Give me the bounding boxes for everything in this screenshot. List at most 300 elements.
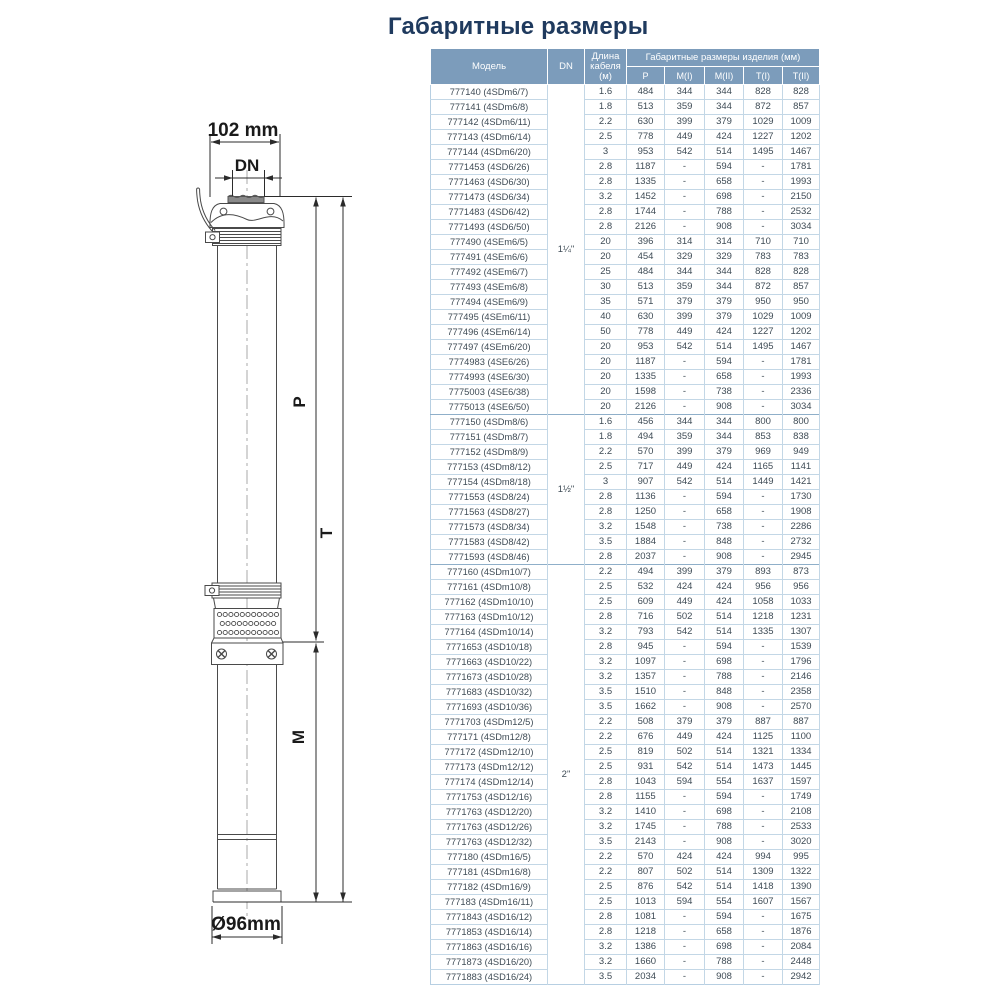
col-header-dimensions-group: Габаритные размеры изделия (мм) <box>627 49 820 67</box>
value-cell: - <box>665 805 705 820</box>
value-cell: 514 <box>705 145 744 160</box>
table-row <box>431 730 820 745</box>
value-cell: 542 <box>665 880 705 895</box>
value-cell: 3.5 <box>585 700 627 715</box>
model-cell: 7771863 (4SD16/16) <box>431 940 548 955</box>
model-cell: 7771763 (4SD12/20) <box>431 805 548 820</box>
value-cell: 344 <box>705 430 744 445</box>
value-cell: 1607 <box>744 895 783 910</box>
value-cell: - <box>744 820 783 835</box>
table-row <box>431 490 820 505</box>
table-row <box>431 880 820 895</box>
value-cell: - <box>665 520 705 535</box>
value-cell: 1421 <box>783 475 820 490</box>
model-cell: 7771763 (4SD12/26) <box>431 820 548 835</box>
table-row <box>431 850 820 865</box>
value-cell: 399 <box>665 565 705 580</box>
value-cell: 1029 <box>744 310 783 325</box>
value-cell: 1029 <box>744 115 783 130</box>
value-cell: 2.8 <box>585 790 627 805</box>
value-cell: 424 <box>705 580 744 595</box>
value-cell: 399 <box>665 310 705 325</box>
value-cell: 379 <box>665 295 705 310</box>
value-cell: 514 <box>705 745 744 760</box>
value-cell: - <box>744 355 783 370</box>
value-cell: 379 <box>705 295 744 310</box>
value-cell: 2.8 <box>585 205 627 220</box>
value-cell: 20 <box>585 355 627 370</box>
value-cell: - <box>665 685 705 700</box>
model-cell: 777150 (4SDm8/6) <box>431 415 548 430</box>
col-header-m2: M(II) <box>705 67 744 85</box>
value-cell: 1218 <box>627 925 665 940</box>
value-cell: 514 <box>705 475 744 490</box>
table-row <box>431 160 820 175</box>
value-cell: 1467 <box>783 340 820 355</box>
table-row <box>431 325 820 340</box>
value-cell: 950 <box>744 295 783 310</box>
table-row <box>431 145 820 160</box>
value-cell: - <box>665 835 705 850</box>
value-cell: - <box>665 970 705 985</box>
table-row <box>431 700 820 715</box>
value-cell: 1033 <box>783 595 820 610</box>
value-cell: 2037 <box>627 550 665 565</box>
model-cell: 777171 (4SDm12/8) <box>431 730 548 745</box>
value-cell: 630 <box>627 115 665 130</box>
value-cell: 329 <box>665 250 705 265</box>
value-cell: 1009 <box>783 310 820 325</box>
value-cell: 3034 <box>783 220 820 235</box>
model-cell: 777142 (4SDm6/11) <box>431 115 548 130</box>
value-cell: 1993 <box>783 175 820 190</box>
value-cell: 2084 <box>783 940 820 955</box>
value-cell: 1334 <box>783 745 820 760</box>
value-cell: 1009 <box>783 115 820 130</box>
value-cell: 399 <box>665 445 705 460</box>
value-cell: 1993 <box>783 370 820 385</box>
model-cell: 777494 (4SEm6/9) <box>431 295 548 310</box>
value-cell: - <box>744 550 783 565</box>
value-cell: 3 <box>585 145 627 160</box>
value-cell: 2146 <box>783 670 820 685</box>
value-cell: 514 <box>705 880 744 895</box>
value-cell: - <box>744 925 783 940</box>
value-cell: 838 <box>783 430 820 445</box>
value-cell: 513 <box>627 280 665 295</box>
model-cell: 7771553 (4SD8/24) <box>431 490 548 505</box>
value-cell: 502 <box>665 865 705 880</box>
value-cell: 2.8 <box>585 775 627 790</box>
table-row <box>431 685 820 700</box>
table-row <box>431 220 820 235</box>
table-row <box>431 640 820 655</box>
value-cell: 344 <box>705 265 744 280</box>
value-cell: 3.2 <box>585 625 627 640</box>
value-cell: - <box>744 940 783 955</box>
model-cell: 777493 (4SEm6/8) <box>431 280 548 295</box>
pump-body-graphic <box>205 195 284 902</box>
table-row <box>431 910 820 925</box>
value-cell: 494 <box>627 430 665 445</box>
model-cell: 7771673 (4SD10/28) <box>431 670 548 685</box>
value-cell: 907 <box>627 475 665 490</box>
value-cell: 800 <box>783 415 820 430</box>
value-cell: - <box>744 205 783 220</box>
model-cell: 777141 (4SDm6/8) <box>431 100 548 115</box>
value-cell: 2.2 <box>585 850 627 865</box>
value-cell: 956 <box>783 580 820 595</box>
table-row <box>431 670 820 685</box>
value-cell: 25 <box>585 265 627 280</box>
model-cell: 777152 (4SDm8/9) <box>431 445 548 460</box>
model-cell: 7771493 (4SD6/50) <box>431 220 548 235</box>
table-row <box>431 925 820 940</box>
value-cell: 379 <box>705 565 744 580</box>
value-cell: 848 <box>705 535 744 550</box>
value-cell: 1662 <box>627 700 665 715</box>
value-cell: 609 <box>627 595 665 610</box>
model-cell: 777140 (4SDm6/7) <box>431 85 548 100</box>
model-cell: 777173 (4SDm12/12) <box>431 760 548 775</box>
value-cell: - <box>744 175 783 190</box>
value-cell: - <box>665 400 705 415</box>
model-cell: 7771663 (4SD10/22) <box>431 655 548 670</box>
table-row <box>431 955 820 970</box>
value-cell: - <box>665 220 705 235</box>
value-cell: 424 <box>705 730 744 745</box>
table-row <box>431 655 820 670</box>
value-cell: 1321 <box>744 745 783 760</box>
value-cell: 953 <box>627 340 665 355</box>
value-cell: 1386 <box>627 940 665 955</box>
value-cell: 1.8 <box>585 100 627 115</box>
col-header-p: P <box>627 67 665 85</box>
value-cell: 908 <box>705 835 744 850</box>
value-cell: 1250 <box>627 505 665 520</box>
value-cell: 424 <box>705 325 744 340</box>
model-cell: 777490 (4SEm6/5) <box>431 235 548 250</box>
value-cell: 2286 <box>783 520 820 535</box>
table-row <box>431 280 820 295</box>
value-cell: 2.5 <box>585 895 627 910</box>
value-cell: 931 <box>627 760 665 775</box>
value-cell: 396 <box>627 235 665 250</box>
value-cell: 2126 <box>627 220 665 235</box>
value-cell: 658 <box>705 175 744 190</box>
value-cell: 828 <box>783 265 820 280</box>
value-cell: - <box>744 160 783 175</box>
value-cell: 3.2 <box>585 520 627 535</box>
value-cell: 2732 <box>783 535 820 550</box>
value-cell: - <box>665 205 705 220</box>
value-cell: - <box>744 685 783 700</box>
value-cell: 514 <box>705 865 744 880</box>
value-cell: 828 <box>744 85 783 100</box>
value-cell: - <box>665 925 705 940</box>
value-cell: - <box>744 790 783 805</box>
value-cell: 1125 <box>744 730 783 745</box>
col-header-t1: T(I) <box>744 67 783 85</box>
value-cell: 1749 <box>783 790 820 805</box>
value-cell: - <box>665 550 705 565</box>
value-cell: 1884 <box>627 535 665 550</box>
value-cell: 676 <box>627 730 665 745</box>
value-cell: 873 <box>783 565 820 580</box>
value-cell: 3.5 <box>585 685 627 700</box>
value-cell: 2143 <box>627 835 665 850</box>
value-cell: - <box>744 385 783 400</box>
value-cell: 2.8 <box>585 925 627 940</box>
value-cell: - <box>665 385 705 400</box>
value-cell: 424 <box>705 460 744 475</box>
value-cell: 848 <box>705 685 744 700</box>
table-row <box>431 475 820 490</box>
value-cell: 30 <box>585 280 627 295</box>
value-cell: 716 <box>627 610 665 625</box>
value-cell: 449 <box>665 460 705 475</box>
value-cell: 454 <box>627 250 665 265</box>
value-cell: 20 <box>585 340 627 355</box>
value-cell: - <box>665 820 705 835</box>
value-cell: 698 <box>705 655 744 670</box>
value-cell: 1730 <box>783 490 820 505</box>
value-cell: 908 <box>705 970 744 985</box>
value-cell: 35 <box>585 295 627 310</box>
value-cell: 3.5 <box>585 535 627 550</box>
value-cell: - <box>665 355 705 370</box>
model-cell: 7774993 (4SE6/30) <box>431 370 548 385</box>
dn-cell: 2" <box>548 565 585 985</box>
value-cell: 908 <box>705 700 744 715</box>
value-cell: 2448 <box>783 955 820 970</box>
col-header-t2: T(II) <box>783 67 820 85</box>
value-cell: 1597 <box>783 775 820 790</box>
table-row <box>431 445 820 460</box>
table-row <box>431 565 820 580</box>
dim-t <box>340 198 346 902</box>
value-cell: - <box>744 640 783 655</box>
value-cell: 2.2 <box>585 715 627 730</box>
table-body <box>431 85 820 985</box>
value-cell: 379 <box>705 445 744 460</box>
table-row <box>431 805 820 820</box>
value-cell: 630 <box>627 310 665 325</box>
value-cell: 1357 <box>627 670 665 685</box>
value-cell: 2945 <box>783 550 820 565</box>
value-cell: 344 <box>665 415 705 430</box>
table-row <box>431 520 820 535</box>
value-cell: 2.2 <box>585 115 627 130</box>
model-cell: 7771593 (4SD8/46) <box>431 550 548 565</box>
table-row <box>431 430 820 445</box>
value-cell: 20 <box>585 250 627 265</box>
value-cell: 508 <box>627 715 665 730</box>
value-cell: 514 <box>705 625 744 640</box>
model-cell: 777182 (4SDm16/9) <box>431 880 548 895</box>
value-cell: 1227 <box>744 325 783 340</box>
value-cell: 379 <box>665 715 705 730</box>
value-cell: 658 <box>705 370 744 385</box>
value-cell: 449 <box>665 595 705 610</box>
value-cell: 2942 <box>783 970 820 985</box>
page-title: Габаритные размеры <box>388 13 649 40</box>
value-cell: 359 <box>665 100 705 115</box>
value-cell: 1410 <box>627 805 665 820</box>
value-cell: 502 <box>665 745 705 760</box>
value-cell: 344 <box>665 265 705 280</box>
value-cell: 887 <box>783 715 820 730</box>
dim-label-dn: DN <box>234 156 260 175</box>
value-cell: 2.5 <box>585 745 627 760</box>
table-row <box>431 625 820 640</box>
value-cell: 1548 <box>627 520 665 535</box>
value-cell: 554 <box>705 775 744 790</box>
value-cell: 953 <box>627 145 665 160</box>
value-cell: 3.5 <box>585 970 627 985</box>
value-cell: 1136 <box>627 490 665 505</box>
value-cell: 449 <box>665 325 705 340</box>
model-cell: 7771583 (4SD8/42) <box>431 535 548 550</box>
value-cell: 876 <box>627 880 665 895</box>
value-cell: 2.8 <box>585 160 627 175</box>
value-cell: 379 <box>705 115 744 130</box>
value-cell: 1081 <box>627 910 665 925</box>
dim-m <box>313 644 319 902</box>
model-cell: 7771563 (4SD8/27) <box>431 505 548 520</box>
value-cell: 2.8 <box>585 505 627 520</box>
value-cell: 424 <box>665 850 705 865</box>
value-cell: 3.2 <box>585 820 627 835</box>
model-cell: 777172 (4SDm12/10) <box>431 745 548 760</box>
col-header-cable-length <box>585 49 627 85</box>
value-cell: - <box>744 700 783 715</box>
table-row <box>431 775 820 790</box>
table-row <box>431 100 820 115</box>
value-cell: 359 <box>665 430 705 445</box>
value-cell: 3020 <box>783 835 820 850</box>
value-cell: 738 <box>705 520 744 535</box>
dim-label-diameter: Ø96mm <box>211 914 281 935</box>
value-cell: 2.2 <box>585 445 627 460</box>
value-cell: - <box>665 670 705 685</box>
value-cell: 1781 <box>783 160 820 175</box>
value-cell: 1539 <box>783 640 820 655</box>
value-cell: 40 <box>585 310 627 325</box>
value-cell: - <box>665 640 705 655</box>
value-cell: 554 <box>705 895 744 910</box>
value-cell: 1796 <box>783 655 820 670</box>
value-cell: 3 <box>585 475 627 490</box>
value-cell: - <box>665 940 705 955</box>
dn-cell: 1½" <box>548 415 585 565</box>
value-cell: 1473 <box>744 760 783 775</box>
dimensions-table <box>430 48 820 985</box>
value-cell: 542 <box>665 340 705 355</box>
model-cell: 7775003 (4SE6/38) <box>431 385 548 400</box>
value-cell: 2108 <box>783 805 820 820</box>
model-cell: 7771473 (4SD6/34) <box>431 190 548 205</box>
value-cell: 2.5 <box>585 760 627 775</box>
value-cell: 570 <box>627 445 665 460</box>
value-cell: 594 <box>705 910 744 925</box>
model-cell: 777162 (4SDm10/10) <box>431 595 548 610</box>
value-cell: 2.8 <box>585 910 627 925</box>
model-cell: 7775013 (4SE6/50) <box>431 400 548 415</box>
model-cell: 777491 (4SEm6/6) <box>431 250 548 265</box>
value-cell: 710 <box>783 235 820 250</box>
value-cell: 3.2 <box>585 940 627 955</box>
value-cell: 872 <box>744 100 783 115</box>
value-cell: 1637 <box>744 775 783 790</box>
value-cell: 800 <box>744 415 783 430</box>
dn-cell: 1¼" <box>548 85 585 415</box>
value-cell: 1495 <box>744 145 783 160</box>
value-cell: 424 <box>705 850 744 865</box>
value-cell: 2336 <box>783 385 820 400</box>
value-cell: 698 <box>705 940 744 955</box>
value-cell: 379 <box>705 310 744 325</box>
value-cell: 1510 <box>627 685 665 700</box>
value-cell: 2.8 <box>585 640 627 655</box>
model-cell: 777163 (4SDm10/12) <box>431 610 548 625</box>
value-cell: 424 <box>665 580 705 595</box>
value-cell: 778 <box>627 325 665 340</box>
table-row <box>431 190 820 205</box>
value-cell: 828 <box>783 85 820 100</box>
value-cell: 449 <box>665 130 705 145</box>
value-cell: 788 <box>705 955 744 970</box>
value-cell: 778 <box>627 130 665 145</box>
value-cell: 1227 <box>744 130 783 145</box>
value-cell: 542 <box>665 145 705 160</box>
value-cell: 1202 <box>783 130 820 145</box>
value-cell: 399 <box>665 115 705 130</box>
value-cell: 20 <box>585 400 627 415</box>
model-cell: 777181 (4SDm16/8) <box>431 865 548 880</box>
value-cell: 502 <box>665 610 705 625</box>
dim-label-m: M <box>289 729 308 745</box>
value-cell: 2533 <box>783 820 820 835</box>
col-header-model: Модель <box>431 49 548 85</box>
value-cell: 2034 <box>627 970 665 985</box>
table-row <box>431 895 820 910</box>
value-cell: 1675 <box>783 910 820 925</box>
value-cell: 594 <box>705 490 744 505</box>
table-row <box>431 760 820 775</box>
table-row <box>431 415 820 430</box>
value-cell: 1335 <box>627 175 665 190</box>
value-cell: - <box>665 160 705 175</box>
value-cell: 1155 <box>627 790 665 805</box>
value-cell: 1013 <box>627 895 665 910</box>
table-row <box>431 835 820 850</box>
value-cell: 950 <box>783 295 820 310</box>
value-cell: - <box>665 655 705 670</box>
value-cell: 314 <box>665 235 705 250</box>
value-cell: 3.2 <box>585 805 627 820</box>
value-cell: 513 <box>627 100 665 115</box>
value-cell: 2126 <box>627 400 665 415</box>
value-cell: - <box>665 370 705 385</box>
value-cell: - <box>744 520 783 535</box>
table-row <box>431 115 820 130</box>
value-cell: 594 <box>705 355 744 370</box>
value-cell: - <box>744 910 783 925</box>
model-cell: 777492 (4SEm6/7) <box>431 265 548 280</box>
table-row <box>431 550 820 565</box>
value-cell: 344 <box>705 100 744 115</box>
